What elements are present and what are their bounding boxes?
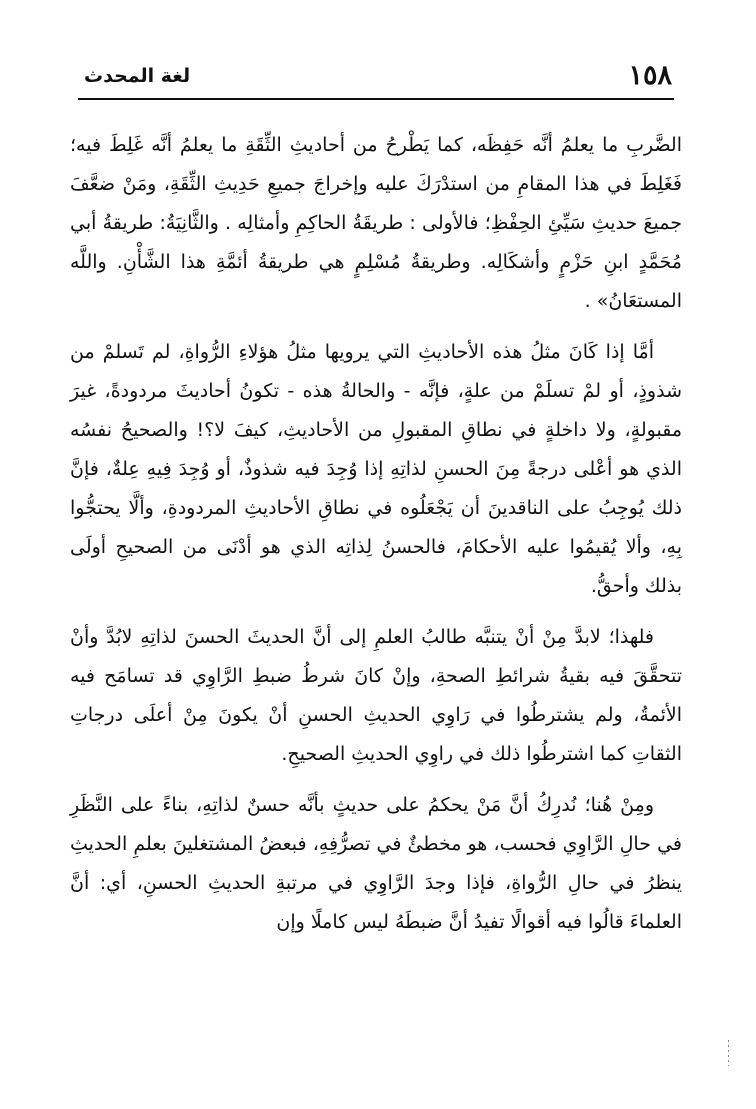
header-rule bbox=[78, 98, 674, 100]
running-header bbox=[78, 56, 678, 96]
paragraph-1: الضَّربِ ما يعلمُ أنَّه حَفِظَه، كما يَطْرحُ من أحاديثِ الثِّقَةِ ما يعلمُ أنَّه غَلِطَ فيه؛ فَغَلِطَ في هذا المقامِ من استدْرَكَ عليه وإخراجَ جميعِ حَدِيثِ الثِّقَةِ، ومَنْ ضعَّفَ جميعَ حديثِ سَيِّئِ الحِفْظِ؛ فالأولى : طريقَةُ الحاكِمِ وأمثالِه . والثَّانِيَةُ: طريقةُ أبي مُحَمَّدٍ ابنِ حَزْمٍ وأشكَالِه. وطريقةُ مُسْلِمٍ هي طريقةُ أئمَّةِ هذا الشَّأْنِ. واللَّه المستعَانُ» . bbox=[70, 134, 682, 312]
page-number: ١٥٨ bbox=[628, 60, 672, 91]
body-text bbox=[70, 126, 682, 954]
paragraph-4: ومِنْ هُنا؛ نُدرِكُ أنَّ مَنْ يحكمُ على حديثٍ بأنَّه حسنٌ لذاتِهِ، بناءً على النَّظَرِ في حالِ الرَّاوِي فحسب، هو مخطئٌ في تصرُّفِهِ، فبعضُ المشتغلينَ بعلمِ الحديثِ ينظرُ في حالِ الرُّواةِ، فإذا وجدَ الرَّاوِي في مرتبةِ الحديثِ الحسنِ، أي: أنَّ العلماءَ قالُوا فيه أقوالًا تفيدُ أنَّ ضبطَهُ ليس كاملًا وإن bbox=[70, 794, 682, 933]
paragraph-2: أمَّا إذا كَانَ مثلُ هذه الأحاديثِ التي يرويها مثلُ هؤلاءِ الرُّواةِ، لم تَسلمْ من شذوذٍ، أو لمْ تسلَمْ من علةٍ، فإنَّه - والحالةُ هذه - تكونُ أحاديثَ مردودةً، غيرَ مقبولةٍ، ولا داخلةٍ في نطاقِ المقبولِ من الأحاديثِ، كيفَ لا؟! والصحيحُ نفسُه الذي هو أعْلى درجةً مِنَ الحسنِ لذاتِهِ إذا وُجِدَ فيه شذوذٌ، أو وُجِدَ فِيهِ عِلةٌ، فإنَّ ذلك يُوجِبُ على الناقدينَ أن يَجْعَلُوه في نطاقِ الأحاديثِ المردودةِ، وألَّا يحتجُّوا بِهِ، وألا يُقيمُوا عليه الأحكامَ، فالحسنُ لِذاتِه الذي هو أدْنَى من الصحيحِ أولَى بذلك وأحقُّ. bbox=[70, 341, 682, 597]
page-edge-mark bbox=[728, 1040, 729, 1066]
paragraph-3: فلهذا؛ لابدَّ مِنْ أنْ يتنبَّه طالبُ العلمِ إلى أنَّ الحديثَ الحسنَ لذاتِهِ لابُدَّ وأنْ تتحقَّقَ فيه بقيةُ شرائطِ الصحةِ، وإنْ كانَ شرطُ ضبطِ الرَّاوِي قد تسامَح فيه الأئمةُ، ولم يشترطُوا في رَاوِي الحديثِ الحسنِ أنْ يكونَ مِنْ أعلَى درجاتِ الثقاتِ كما اشترطُوا ذلك في راوِي الحديثِ الصحيحِ. bbox=[70, 626, 682, 765]
running-title: لغة المحدث bbox=[84, 65, 191, 87]
